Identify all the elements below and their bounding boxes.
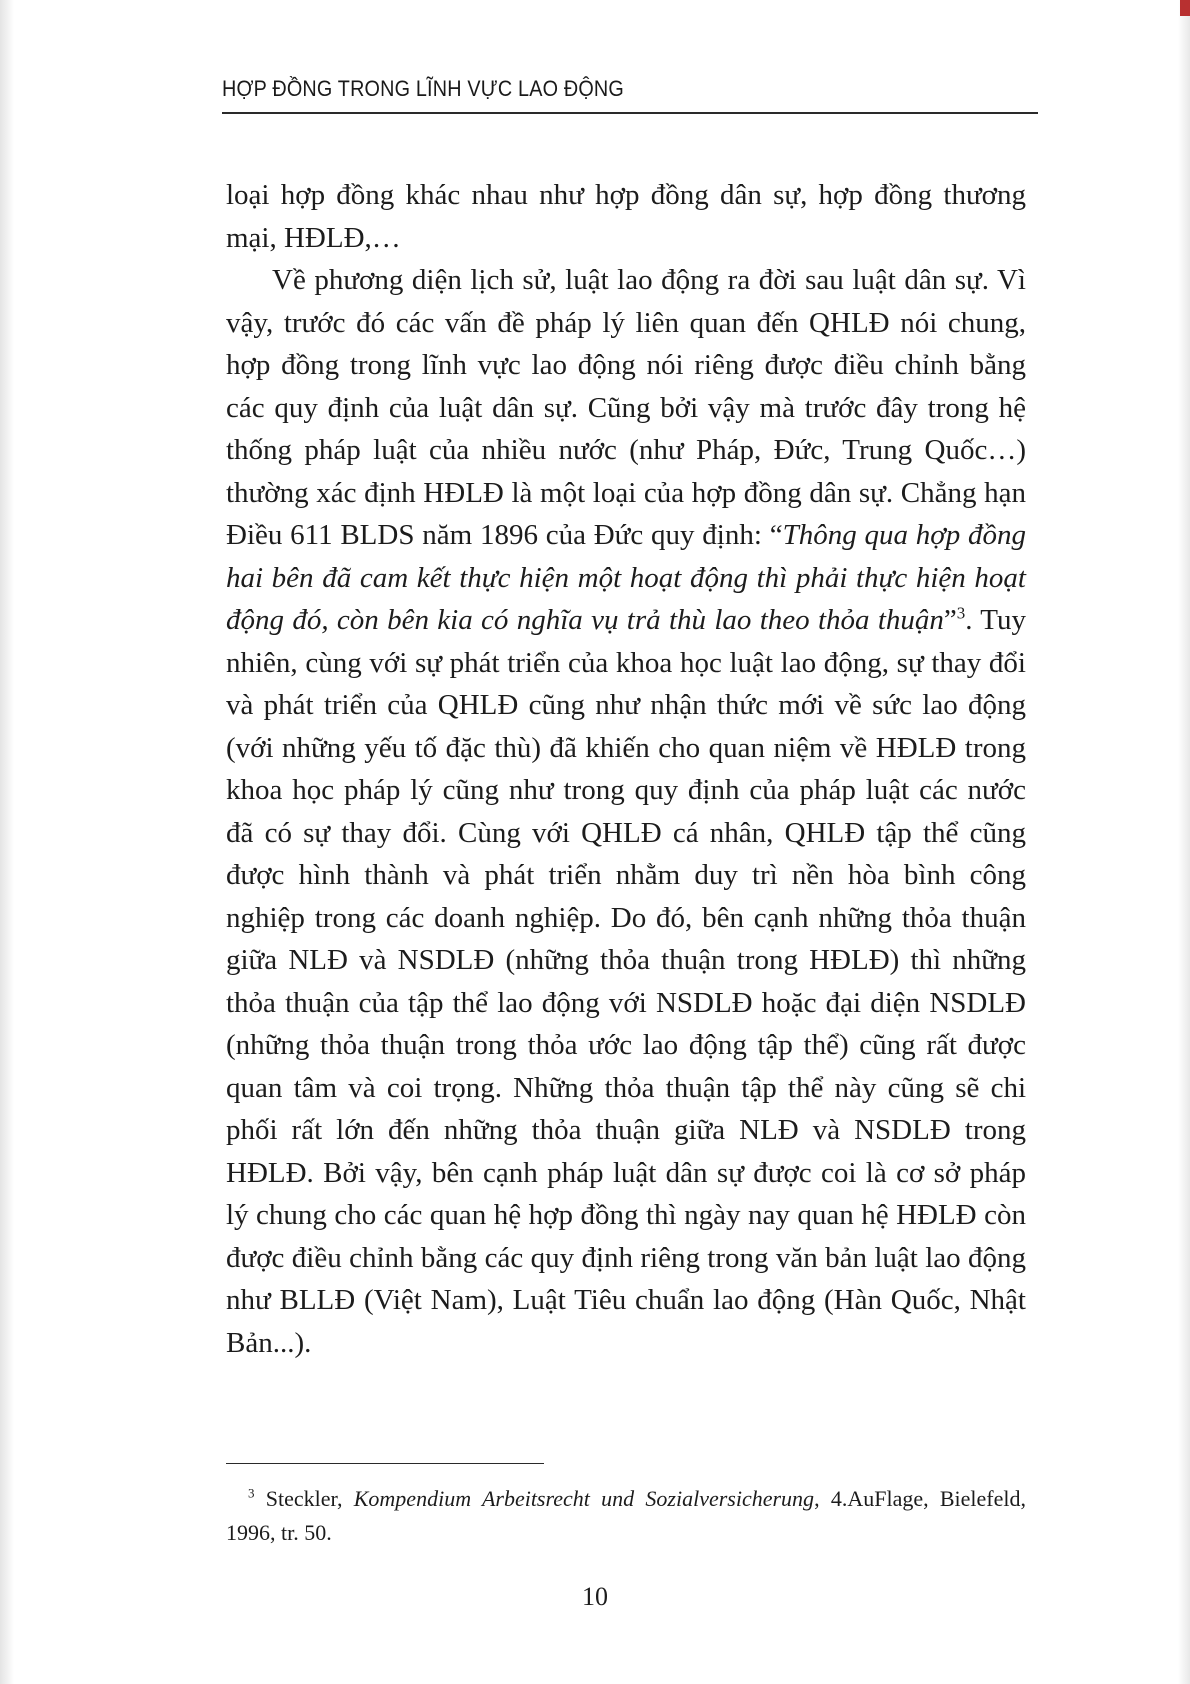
header-rule (222, 112, 1038, 114)
page-number: 10 (582, 1582, 608, 1611)
footnote-3 (226, 1482, 1026, 1550)
footnote-details: , 4.AuFlage, Bielefeld, 1996, tr. 50. (226, 1486, 1026, 1545)
footnote-reference[interactable]: 3 (956, 603, 966, 623)
quotation-close: ” (943, 604, 957, 636)
footnote-author: Steckler, (254, 1486, 354, 1511)
paragraph-2 (226, 259, 1026, 1364)
page-edge-right (1178, 0, 1190, 1684)
quotation: Thông qua hợp đồng hai bên đã cam kết thực hiện một hoạt động thì phải thực hiện hoạt động đó, còn bên kia có nghĩa vụ trả thù lao theo thỏa thuận (226, 519, 1027, 636)
footnote (226, 1482, 1026, 1550)
body-text (226, 174, 1026, 1364)
corner-mark (1180, 0, 1190, 16)
footnote-marker: 3 (248, 1485, 255, 1501)
footnote-title: Kompendium Arbeitsrecht und Sozialversicherung (353, 1486, 815, 1511)
paragraph-2-lead: Về phương diện lịch sử, luật lao động ra đời sau luật dân sự. Vì vậy, trước đó các vấn đề pháp lý liên quan đến QHLĐ nói chung, hợp đồng trong lĩnh vực lao động nói riêng được điều chỉnh bằng các quy định của luật dân sự. Cũng bởi vậy mà trước đây trong hệ thống pháp luật của nhiều nước (như Pháp, Đức, Trung Quốc…) thường xác định HĐLĐ là một loại của hợp đồng dân sự. Chẳng hạn Điều 611 BLDS năm 1896 của Đức quy định: “ (226, 264, 1026, 551)
page-edge-left (0, 0, 14, 1684)
paragraph-1: loại hợp đồng khác nhau như hợp đồng dân sự, hợp đồng thương mại, HĐLĐ,… (226, 179, 1026, 254)
running-header: HỢP ĐỒNG TRONG LĨNH VỰC LAO ĐỘNG (222, 76, 624, 101)
paragraph-2-rest: . Tuy nhiên, cùng với sự phát triển của khoa học luật lao động, sự thay đổi và phát triển của QHLĐ cũng như nhận thức mới về sức lao động (với những yếu tố đặc thù) đã khiến cho quan niệm về HĐLĐ trong khoa học pháp lý cũng như trong quy định của pháp luật các nước đã có sự thay đổi. Cùng với QHLĐ cá nhân, QHLĐ tập thể cũng được hình thành và phát triển nhằm duy trì nền hòa bình công nghiệp trong các doanh nghiệp. Do đó, bên cạnh những thỏa thuận giữa NLĐ và NSDLĐ (những thỏa thuận trong HĐLĐ) thì những thỏa thuận của tập thể lao động với NSDLĐ hoặc đại diện NSDLĐ (những thỏa thuận trong thỏa ước lao động tập thể) cũng rất được quan tâm và coi trọng. Những thỏa thuận tập thể này cũng sẽ chi phối rất lớn đến những thỏa thuận giữa NLĐ và NSDLĐ trong HĐLĐ. Bởi vậy, bên cạnh pháp luật dân sự được coi là cơ sở pháp lý chung cho các quan hệ hợp đồng thì ngày nay quan hệ HĐLĐ còn được điều chỉnh bằng các quy định riêng trong văn bản luật lao động như BLLĐ (Việt Nam), Luật Tiêu chuẩn lao động (Hàn Quốc, Nhật Bản...). (226, 604, 1026, 1359)
footnote-separator (226, 1463, 544, 1464)
